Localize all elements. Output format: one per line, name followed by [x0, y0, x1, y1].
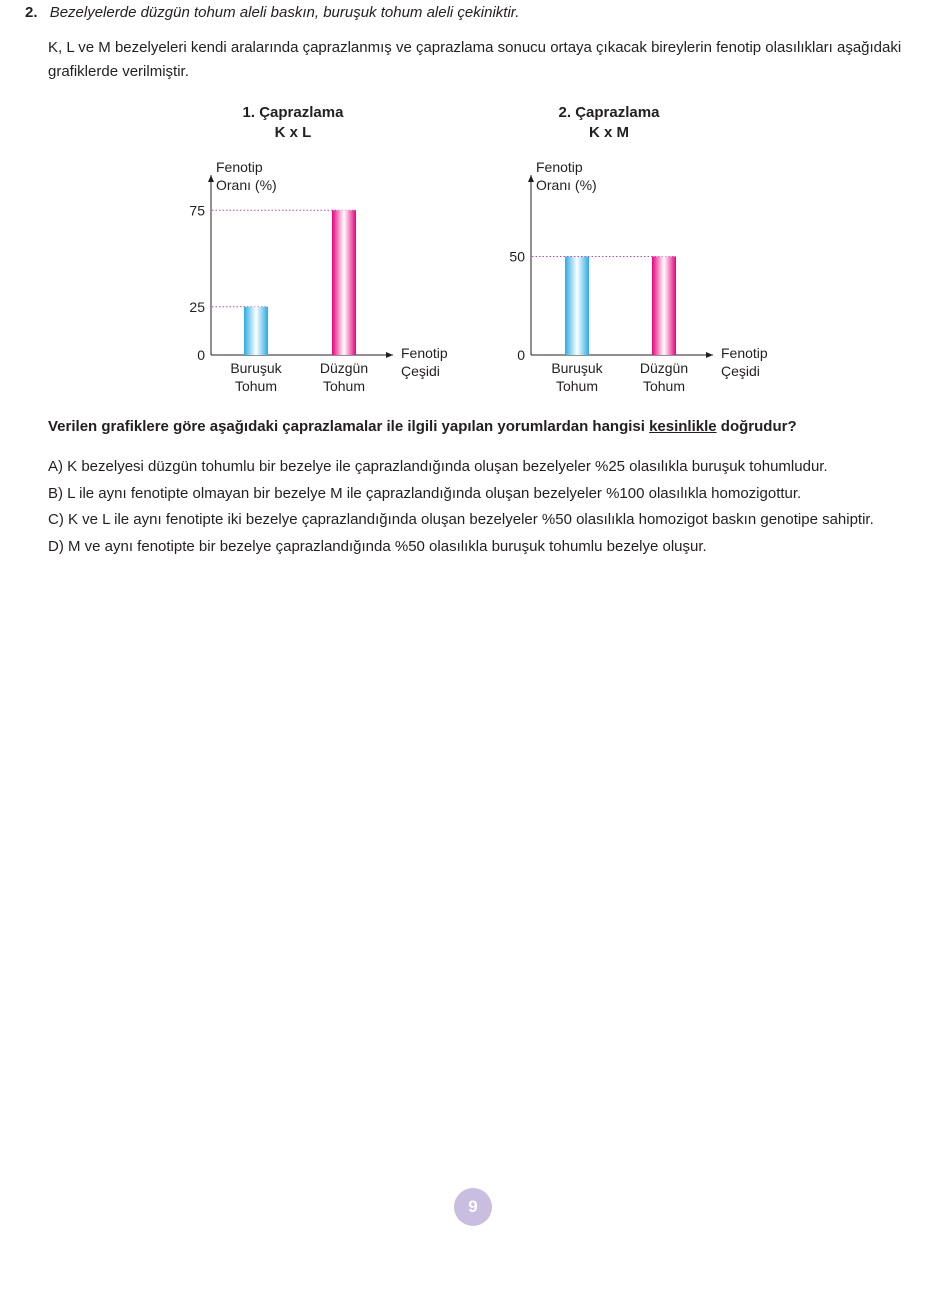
chart1-bar-1	[244, 307, 268, 355]
chart1-subtitle: K x L	[274, 124, 312, 141]
chart2-category-2-line-1: Düzgün	[639, 360, 689, 376]
option-c[interactable]: C) K ve L ile aynı fenotipte iki bezelye çaprazlandığında oluşan bezelyeler %50 olasılıkla homozigot baskın genotipe sahiptir.	[48, 511, 874, 528]
chart2-category-2-line-2: Tohum	[642, 378, 686, 394]
chart2-y-label-line-1: Fenotip	[536, 159, 583, 175]
prompt-text-start: Verilen grafiklere göre aşağıdaki çaprazlamalar ile ilgili yapılan yorumlardan hangisi	[48, 418, 650, 435]
chart1-category-1-line-1: Buruşuk	[230, 360, 282, 376]
chart2-bar-2	[652, 257, 676, 356]
chart1-x-label-line-1: Fenotip	[401, 345, 448, 361]
chart2-subtitle: K x M	[588, 124, 630, 141]
chart2-x-axis-arrow	[706, 352, 713, 358]
chart2-bar-1	[565, 257, 589, 356]
chart1-bar-2	[332, 210, 356, 355]
chart2-title: 2. Çaprazlama	[558, 104, 660, 121]
chart1-tick-label-0: 0	[197, 347, 205, 363]
question-number: 2.	[25, 4, 38, 21]
chart2-category-1-line-1: Buruşuk	[551, 360, 603, 376]
chart1-tick-label-25: 25	[189, 298, 205, 315]
chart1-tick-label-75: 75	[189, 202, 205, 219]
chart1-title: 1. Çaprazlama	[242, 104, 344, 121]
chart2-category-1-line-2: Tohum	[555, 378, 599, 394]
charts-area	[0, 0, 946, 410]
chart1-x-axis-arrow	[386, 352, 393, 358]
question-intro: K, L ve M bezelyeleri kendi aralarında çaprazlanmış ve çaprazlama sonucu ortaya çıkacak bireylerin fenotip olasılıkları aşağıdaki grafiklerde verilmiştir.	[48, 39, 902, 80]
question-prompt	[48, 418, 797, 435]
chart1-category-2-line-2: Tohum	[322, 378, 366, 394]
page-number: 9	[454, 1188, 492, 1226]
chart2-x-label-line-2: Çeşidi	[721, 363, 760, 379]
chart2-y-axis-arrow	[528, 175, 534, 182]
chart1-category-1-line-2: Tohum	[234, 378, 278, 394]
chart1-category-2-line-1: Düzgün	[319, 360, 369, 376]
prompt-emphasis: kesinlikle	[649, 418, 717, 435]
chart1-y-label-line-1: Fenotip	[216, 159, 263, 175]
question-statement: Bezelyelerde düzgün tohum aleli baskın, buruşuk tohum aleli çekiniktir.	[49, 4, 520, 21]
chart1-y-label-line-2: Oranı (%)	[216, 177, 277, 193]
chart2-tick-label-0: 0	[517, 347, 525, 363]
prompt-text-end: doğrudur?	[716, 418, 797, 435]
chart1-x-label-line-2: Çeşidi	[401, 363, 440, 379]
option-d[interactable]: D) M ve aynı fenotipte bir bezelye çaprazlandığında %50 olasılıkla buruşuk tohumlu bezelye oluşur.	[48, 537, 707, 555]
chart2-y-label-line-2: Oranı (%)	[536, 177, 597, 193]
chart1-y-axis-arrow	[208, 175, 214, 182]
option-b[interactable]: B) L ile aynı fenotipte olmayan bir bezelye M ile çaprazlandığında oluşan bezelyeler %100 olasılıkla homozigottur.	[48, 484, 802, 502]
option-a[interactable]: A) K bezelyesi düzgün tohumlu bir bezelye ile çaprazlandığında oluşan bezelyeler %25 olasılıkla buruşuk tohumludur.	[48, 458, 828, 475]
chart2-x-label-line-1: Fenotip	[721, 345, 768, 361]
answer-options	[48, 457, 874, 563]
chart2-tick-label-50: 50	[509, 248, 525, 265]
